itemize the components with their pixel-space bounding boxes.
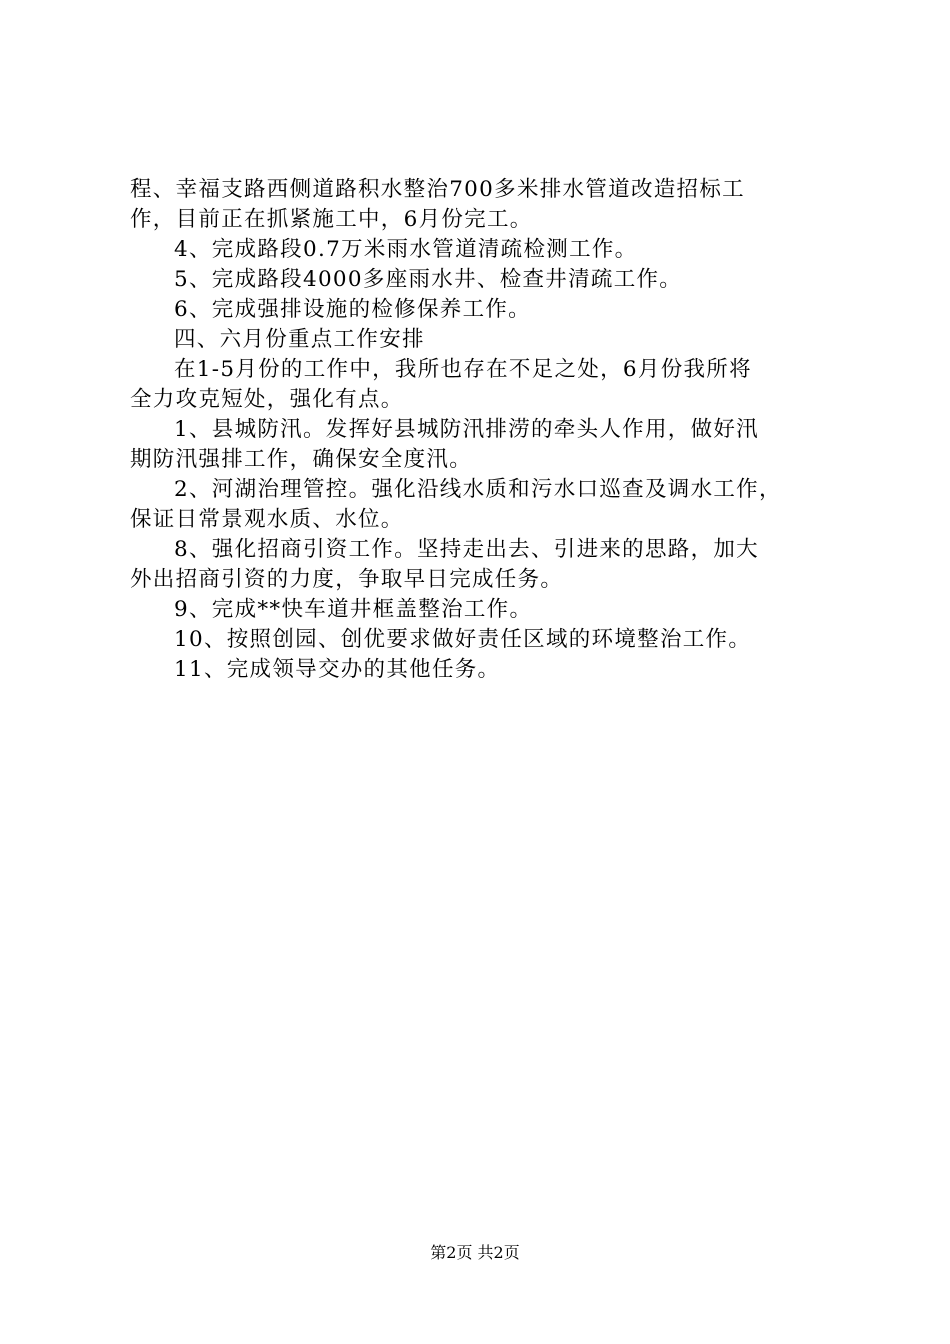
paragraph-line: 9、完成**快车道井框盖整治工作。 (174, 597, 533, 622)
paragraph-line: 全力攻克短处，强化有点。 (130, 387, 404, 412)
paragraph-line: 2、河湖治理管控。强化沿线水质和污水口巡查及调水工作， (174, 477, 782, 502)
paragraph-line: 11、完成领导交办的其他任务。 (174, 657, 501, 682)
paragraph-line: 1、县城防汛。发挥好县城防汛排涝的牵头人作用，做好汛 (174, 417, 759, 442)
paragraph-line: 在1-5月份的工作中，我所也存在不足之处，6月份我所将 (174, 357, 752, 382)
document-body (130, 175, 842, 685)
paragraph-line: 4、完成路段0.7万米雨水管道清疏检测工作。 (174, 237, 638, 262)
section-heading: 四、六月份重点工作安排 (174, 327, 425, 352)
paragraph-line: 8、强化招商引资工作。坚持走出去、引进来的思路，加大 (174, 537, 759, 562)
paragraph-line: 保证日常景观水质、水位。 (130, 507, 404, 532)
paragraph-line: 期防汛强排工作，确保安全度汛。 (130, 447, 473, 472)
paragraph-line: 外出招商引资的力度，争取早日完成任务。 (130, 567, 564, 592)
paragraph-line: 程、幸福支路西侧道路积水整治700多米排水管道改造招标工 (130, 177, 745, 202)
paragraph-line: 5、完成路段4000多座雨水井、检查井清疏工作。 (174, 267, 683, 292)
paragraph-line: 10、按照创园、创优要求做好责任区域的环境整治工作。 (174, 627, 752, 652)
page-footer: 第2页 共2页 (430, 1243, 520, 1262)
paragraph-line: 作，目前正在抓紧施工中，6月份完工。 (130, 207, 533, 232)
paragraph-line: 6、完成强排设施的检修保养工作。 (174, 297, 531, 322)
